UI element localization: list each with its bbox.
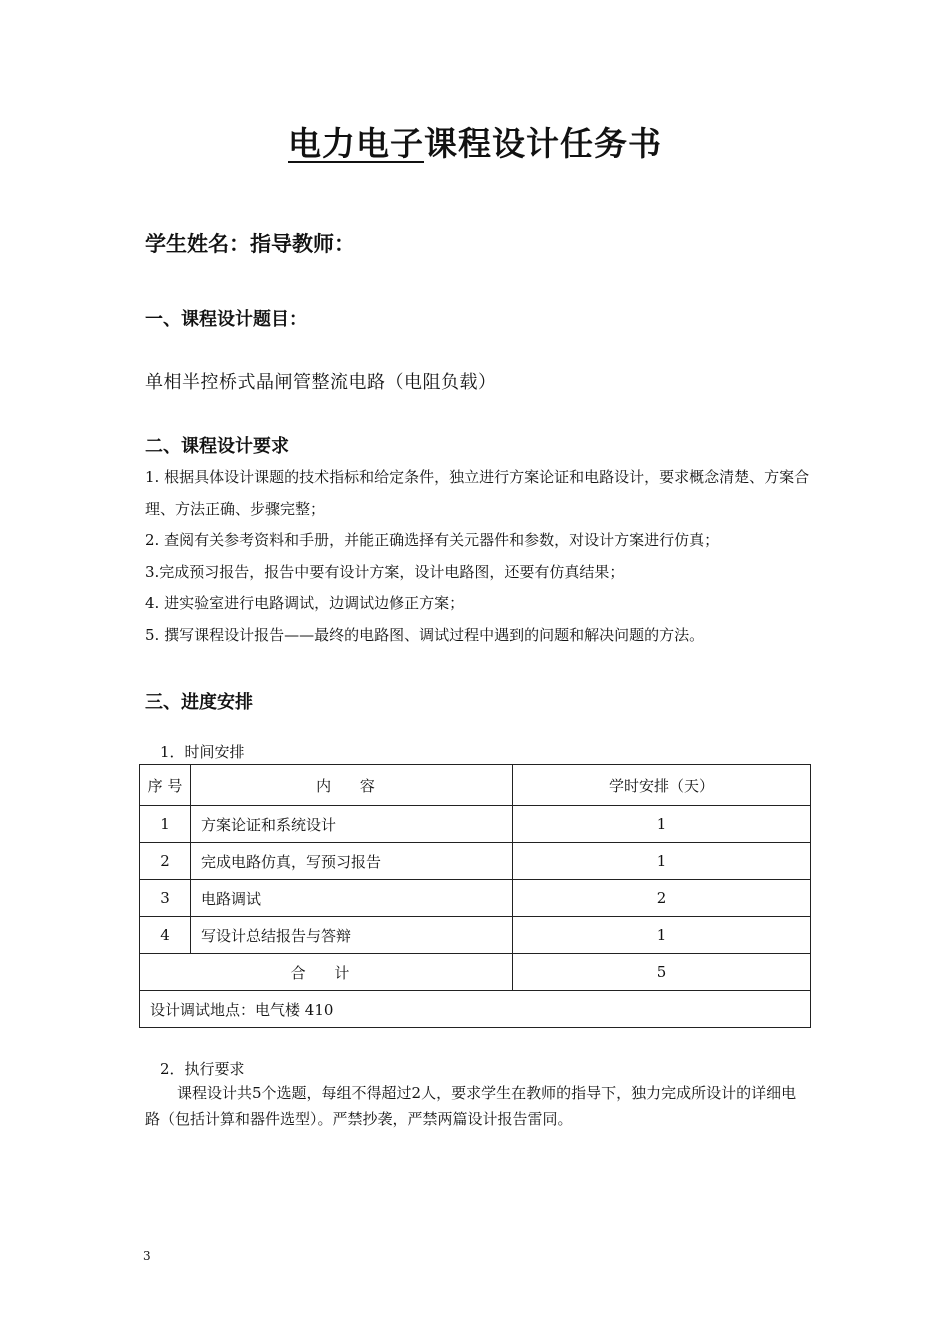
page-number: 3: [143, 1249, 151, 1263]
design-topic: 单相半控桥式晶闸管整流电路（电阻负载）: [145, 372, 497, 393]
row-content: 电路调试: [191, 880, 513, 917]
total-label: 合 计: [140, 954, 513, 991]
student-teacher-line: 学生姓名：指导教师：: [145, 232, 355, 256]
row-content: 完成电路仿真，写预习报告: [191, 843, 513, 880]
row-days: 2: [513, 880, 811, 917]
row-content: 方案论证和系统设计: [191, 806, 513, 843]
row-number: 4: [140, 917, 191, 954]
table-row: [140, 843, 811, 880]
requirement-item: 2. 查阅有关参考资料和手册，并能正确选择有关元器件和参数，对设计方案进行仿真；: [145, 531, 720, 549]
page-title: [0, 118, 950, 165]
row-days: 1: [513, 917, 811, 954]
section3-heading: 三、进度安排: [145, 692, 253, 713]
table-row: [140, 917, 811, 954]
title-underlined-part: 电力电子: [288, 124, 424, 163]
row-number: 2: [140, 843, 191, 880]
requirement-item: 4. 进实验室进行电路调试，边调试边修正方案；: [145, 594, 465, 612]
requirement-item: 5. 撰写课程设计报告——最终的电路图、调试过程中遇到的问题和解决问题的方法。: [145, 625, 705, 644]
row-number: 1: [140, 806, 191, 843]
table-row: [140, 880, 811, 917]
header-cell-number: 序 号: [140, 765, 191, 806]
location-cell: 设计调试地点：电气楼 410: [140, 991, 811, 1028]
row-days: 1: [513, 843, 811, 880]
row-number: 3: [140, 880, 191, 917]
execution-text: 课程设计共5个选题，每组不得超过2人，要求学生在教师的指导下，独力完成所设计的详细电路（包括计算和器件选型）。严禁抄袭，严禁两篇设计报告雷同。: [145, 1084, 797, 1128]
schedule-subheading: 1．时间安排: [160, 743, 245, 761]
schedule-table: [139, 764, 811, 1028]
header-cell-content: 内 容: [191, 765, 513, 806]
section1-heading: 一、课程设计题目：: [145, 309, 307, 330]
title-rest: 课程设计任务书: [424, 124, 662, 163]
row-days: 1: [513, 806, 811, 843]
execution-subheading: 2．执行要求: [160, 1060, 245, 1078]
requirement-item: 3.完成预习报告，报告中要有设计方案，设计电路图，还要有仿真结果；: [145, 562, 625, 581]
table-header-row: [140, 765, 811, 806]
header-cell-days: 学时安排（天）: [513, 765, 811, 806]
table-location-row: [140, 991, 811, 1028]
section2-heading: 二、课程设计要求: [145, 436, 289, 457]
table-row: [140, 806, 811, 843]
total-value: 5: [513, 954, 811, 991]
requirements-list: [145, 462, 815, 651]
row-content: 写设计总结报告与答辩: [191, 917, 513, 954]
requirement-item: 1. 根据具体设计课题的技术指标和给定条件，独立进行方案论证和电路设计，要求概念清楚、方案合理、方法正确、步骤完整；: [145, 468, 810, 518]
table-total-row: [140, 954, 811, 991]
